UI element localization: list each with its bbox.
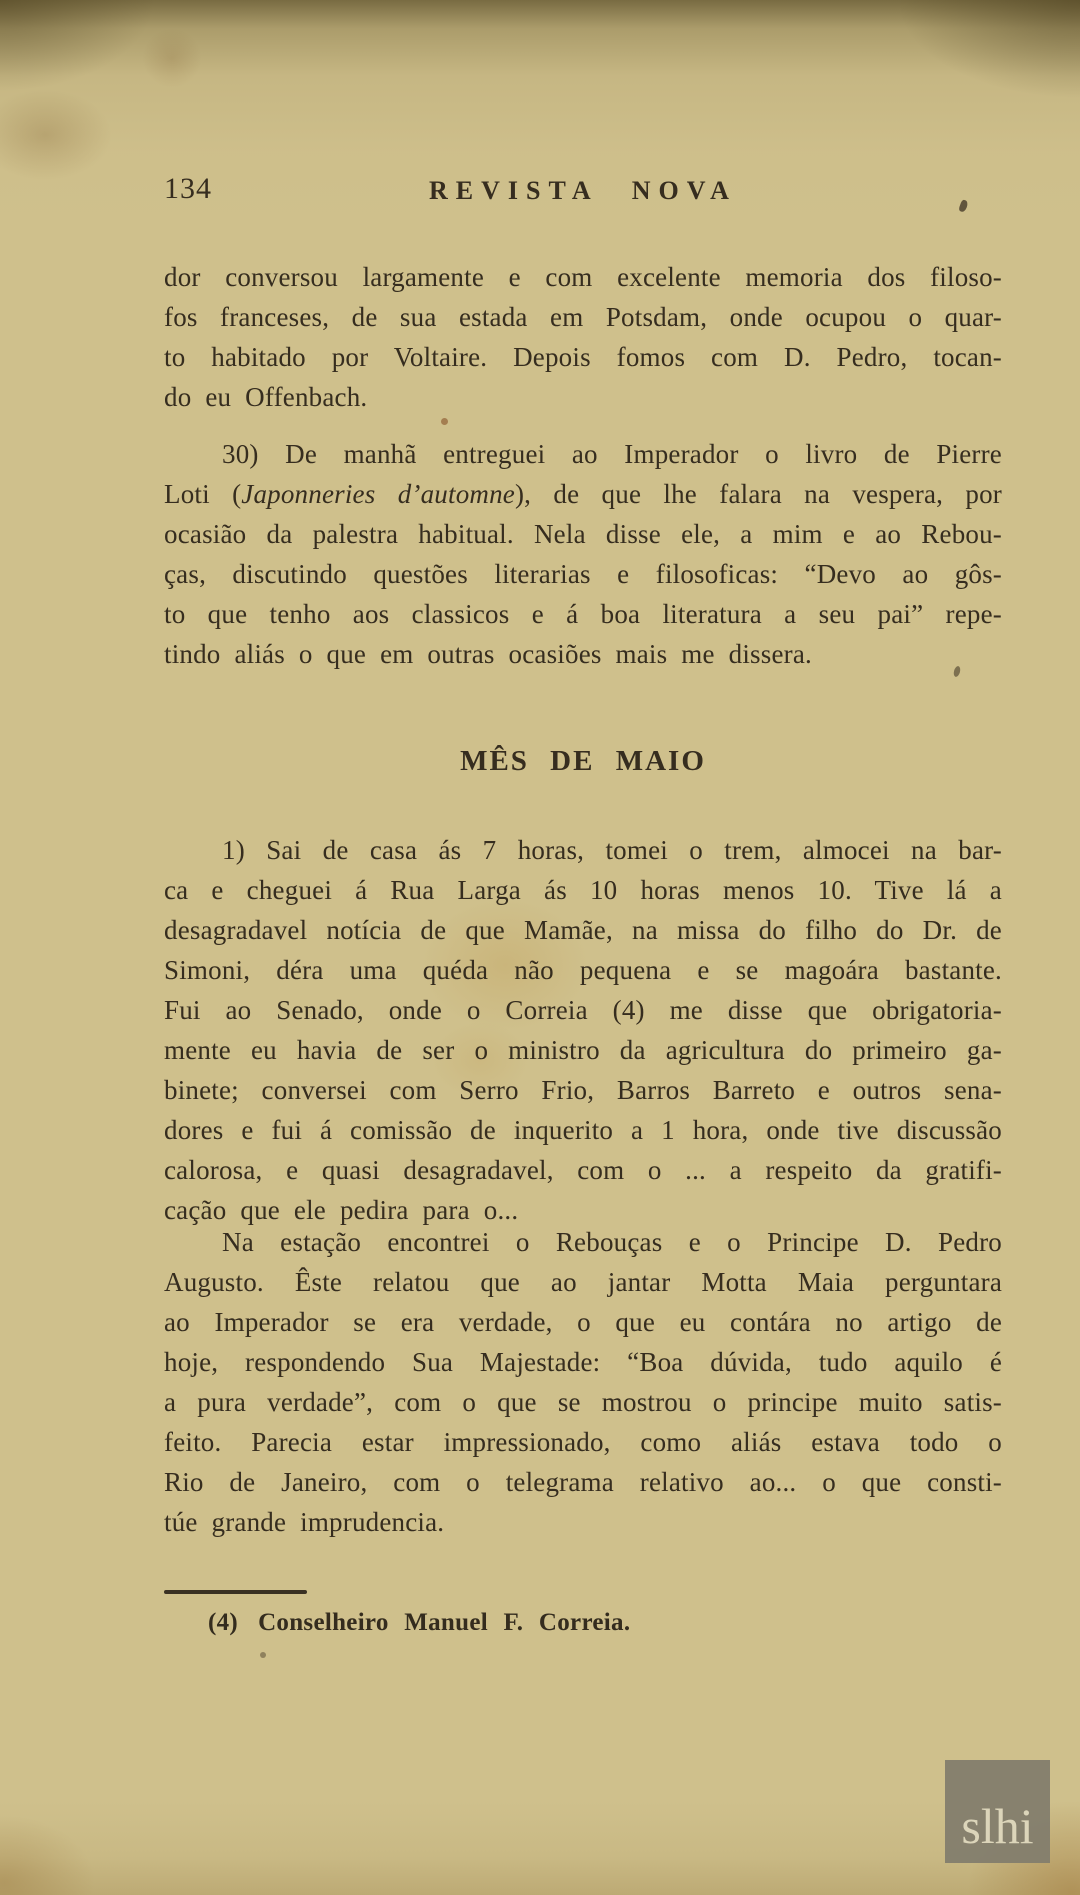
text-line: fos franceses, de sua estada em Potsdam, onde ocupou o quar- (164, 302, 1002, 332)
text-line (164, 474, 1002, 514)
text-line: do eu Offenbach. (164, 382, 368, 412)
text-line: Fui ao Senado, onde o Correia (4) me disse que obrigatoria- (164, 995, 1002, 1025)
text-line: ca e cheguei á Rua Larga ás 10 horas menos 10. Tive lá a (164, 875, 1002, 905)
ink-speck (260, 1652, 266, 1658)
text-line: binete; conversei com Serro Frio, Barros Barreto e outros sena- (164, 1075, 1002, 1105)
text-line: cação que ele pedira para o... (164, 1195, 519, 1225)
text-line: Rio de Janeiro, com o telegrama relativo ao... o que consti- (164, 1467, 1002, 1497)
text-line: túe grande imprudencia. (164, 1507, 445, 1537)
text-line: ocasião da palestra habitual. Nela disse ele, a mim e ao Rebou- (164, 519, 1002, 549)
text-line: ao Imperador se era verdade, o que eu contára no artigo de (164, 1307, 1002, 1337)
text-line: feito. Parecia estar impressionado, como aliás estava todo o (164, 1427, 1002, 1457)
text-line: a pura verdade”, com o que se mostrou o principe muito satis- (164, 1387, 1002, 1417)
text-line: dores e fui á comissão de inquerito a 1 hora, onde tive discussão (164, 1115, 1002, 1145)
section-heading: MÊS DE MAIO (460, 745, 706, 777)
journal-title: REVISTA NOVA (429, 176, 737, 205)
text-line: tindo aliás o que em outras ocasiões mais me dissera. (164, 639, 812, 669)
text-line: Augusto. Êste relatou que ao jantar Motta Maia perguntara (164, 1267, 1002, 1297)
text-line: 30) De manhã entreguei ao Imperador o livro de Pierre (222, 439, 1002, 469)
paragraph-4 (164, 1222, 1002, 1542)
text-line: calorosa, e quasi desagradavel, com o ... a respeito da gratifi- (164, 1155, 1002, 1185)
paragraph-2 (164, 434, 1002, 674)
page-number: 134 (164, 172, 212, 205)
text-line: Simoni, déra uma quéda não pequena e se magoára bastante. (164, 955, 1002, 985)
text-line: to que tenho aos classicos e á boa literatura a seu pai” repe- (164, 599, 1002, 629)
ink-speck (441, 418, 448, 425)
footnote-marker: (4) (208, 1609, 239, 1636)
library-stamp-text: slhi (961, 1798, 1034, 1854)
library-stamp (945, 1760, 1050, 1863)
footnote (208, 1609, 630, 1637)
paragraph-3 (164, 830, 1002, 1230)
text-line: Na estação encontrei o Rebouças e o Principe D. Pedro (222, 1227, 1002, 1257)
text-line: mente eu havia de ser o ministro da agricultura do primeiro ga- (164, 1035, 1002, 1065)
text-segment: Loti ( (164, 479, 242, 509)
footnote-text: Conselheiro Manuel F. Correia. (258, 1609, 631, 1636)
text-segment: ), de que lhe falara na vespera, por (514, 479, 1002, 509)
text-line: hoje, respondendo Sua Majestade: “Boa dúvida, tudo aquilo é (164, 1347, 1002, 1377)
text-line: dor conversou largamente e com excelente memoria dos filoso- (164, 262, 1002, 292)
footnote-divider (164, 1590, 307, 1594)
italic-book-title: Japonneries d’automne (241, 479, 515, 509)
text-line: 1) Sai de casa ás 7 horas, tomei o trem, almocei na bar- (222, 835, 1002, 865)
text-line: desagradavel notícia de que Mamãe, na missa do filho do Dr. de (164, 915, 1002, 945)
text-line: ças, discutindo questões literarias e filosoficas: “Devo ao gôs- (164, 559, 1002, 589)
paragraph-1 (164, 257, 1002, 417)
text-line: to habitado por Voltaire. Depois fomos com D. Pedro, tocan- (164, 342, 1002, 372)
